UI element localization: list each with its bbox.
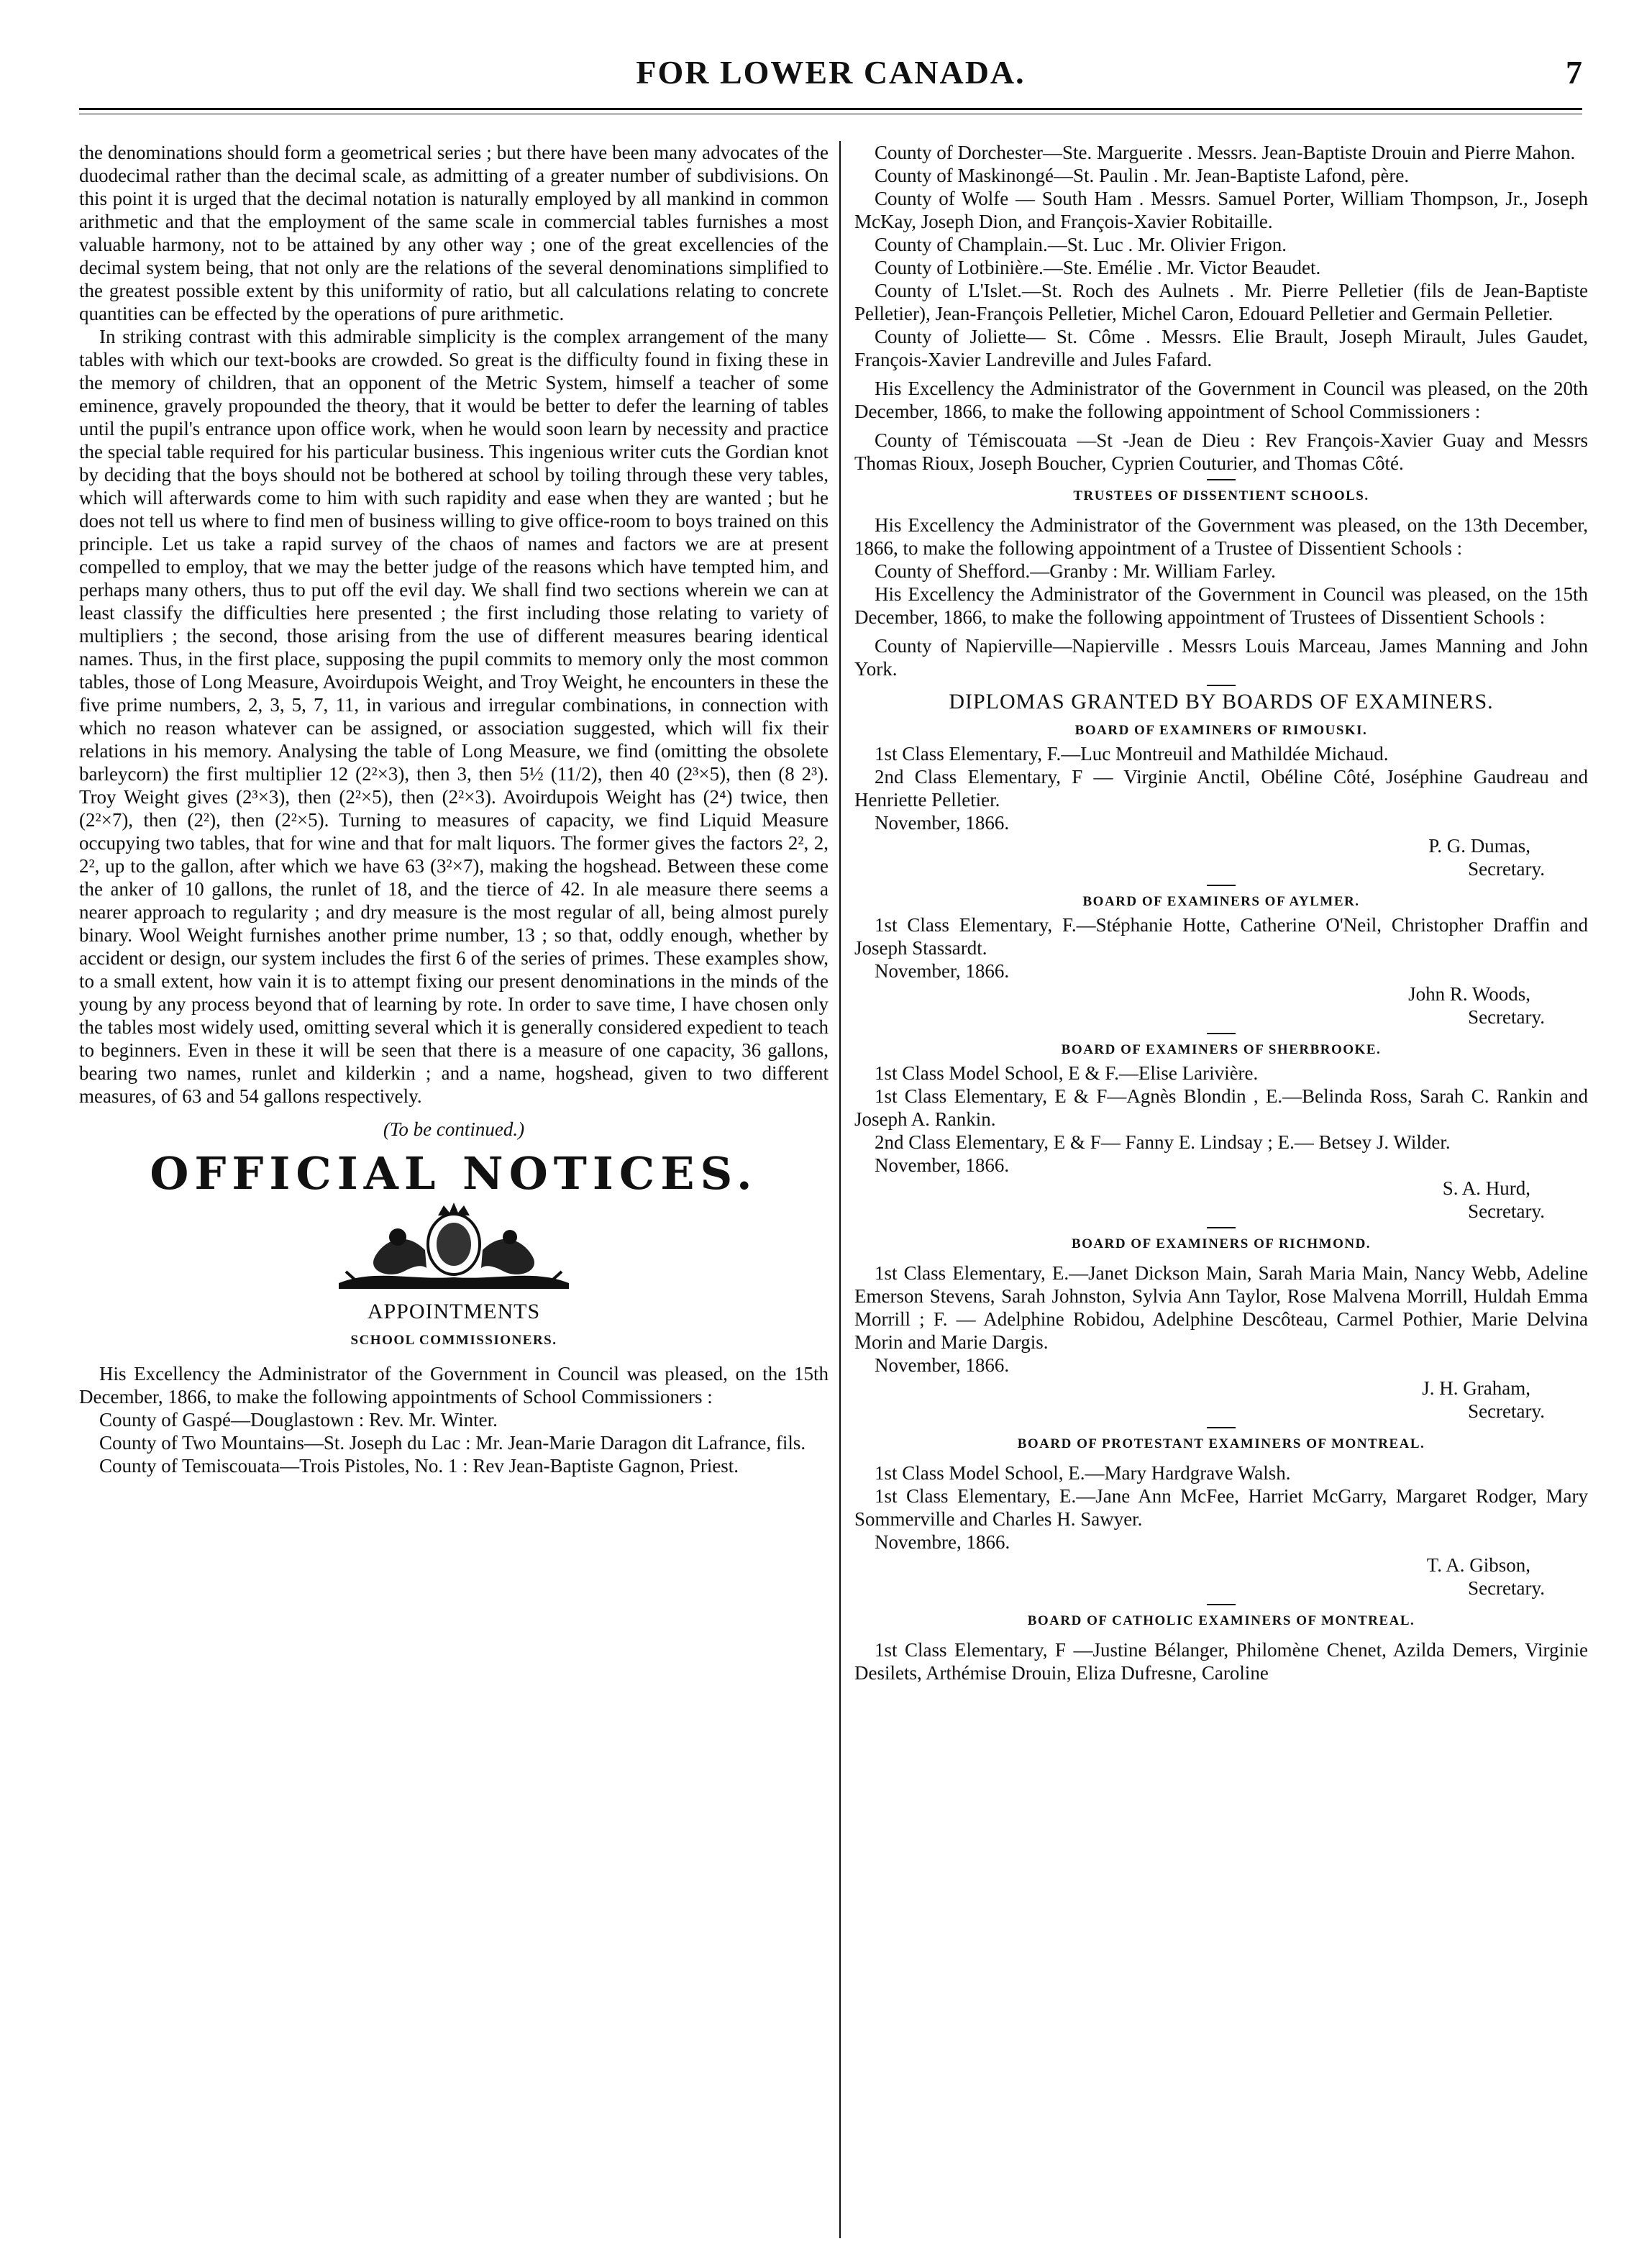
page-header bbox=[79, 53, 1582, 111]
appointment-entry: County of Dorchester—Ste. Marguerite . Messrs. Jean-Baptiste Drouin and Pierre Mahon. bbox=[875, 142, 1576, 163]
diploma-entry: 1st Class Elementary, F —Justine Bélanger, Philomène Chenet, Azilda Demers, Virginie Desilets, Arthémise Drouin, Eliza Dufresne, Caroline bbox=[854, 1639, 1588, 1684]
signatory-title: Secretary. bbox=[1468, 858, 1545, 880]
column-divider bbox=[839, 141, 841, 2238]
running-title: FOR LOWER CANADA. bbox=[636, 54, 1026, 91]
page-number: 7 bbox=[1566, 54, 1582, 91]
board-heading: BOARD OF EXAMINERS OF RICHMOND. bbox=[1071, 1236, 1372, 1251]
signatory: John R. Woods, bbox=[1408, 983, 1530, 1005]
diploma-date: November, 1866. bbox=[875, 1354, 1010, 1376]
diploma-entry: 1st Class Elementary, E.—Jane Ann McFee, Harriet McGarry, Margaret Rodger, Mary Sommerville and Charles H. Sawyer. bbox=[854, 1485, 1588, 1530]
diploma-entry: 2nd Class Elementary, F — Virginie Anctil, Obéline Côté, Joséphine Gaudreau and Henriette Pelletier. bbox=[854, 766, 1588, 811]
board-heading: BOARD OF EXAMINERS OF SHERBROOKE. bbox=[1061, 1042, 1382, 1057]
notice-paragraph: His Excellency the Administrator of the Government in Council was pleased, on the 15th December, 1866, to make the following appointments of School Commissioners : bbox=[79, 1363, 829, 1408]
continued-note: (To be continued.) bbox=[383, 1118, 525, 1140]
signatory-title: Secretary. bbox=[1468, 1006, 1545, 1028]
board-heading: BOARD OF CATHOLIC EXAMINERS OF MONTREAL. bbox=[1027, 1613, 1415, 1628]
official-notices-heading: OFFICIAL NOTICES. bbox=[150, 1147, 758, 1200]
school-commissioners-heading: SCHOOL COMMISSIONERS. bbox=[350, 1333, 557, 1348]
appointment-entry: County of Two Mountains—St. Joseph du Lac : Mr. Jean-Marie Daragon dit Lafrance, fils. bbox=[99, 1432, 806, 1454]
signatory: J. H. Graham, bbox=[1422, 1377, 1530, 1399]
diplomas-heading: DIPLOMAS GRANTED BY BOARDS OF EXAMINERS. bbox=[949, 690, 1494, 713]
board-heading: BOARD OF PROTESTANT EXAMINERS OF MONTREAL. bbox=[1017, 1436, 1425, 1451]
diploma-entry: 1st Class Elementary, F.—Luc Montreuil and Mathildée Michaud. bbox=[875, 743, 1389, 765]
appointment-entry: County of Champlain.—St. Luc . Mr. Olivier Frigon. bbox=[875, 234, 1287, 255]
appointment-entry: County of L'Islet.—St. Roch des Aulnets . Mr. Pierre Pelletier (fils de Jean-Baptiste Pelletier), Jean-François Pelletier, Michel Caron, Edouard Pelletier and Germain Pelletier. bbox=[854, 280, 1588, 324]
notice-paragraph: His Excellency the Administrator of the Government was pleased, on the 13th December, 1866, to make the following appointment of a Trustee of Dissentient Schools : bbox=[854, 514, 1588, 559]
right-column bbox=[854, 141, 1588, 2245]
appointment-entry: County of Wolfe — South Ham . Messrs. Samuel Porter, William Thompson, Jr., Joseph McKay, Joseph Dion, and François-Xavier Robitaille. bbox=[854, 188, 1588, 232]
signatory-title: Secretary. bbox=[1468, 1400, 1545, 1422]
signatory: P. G. Dumas, bbox=[1428, 835, 1530, 857]
diploma-date: November, 1866. bbox=[875, 812, 1010, 834]
left-column bbox=[79, 141, 829, 2245]
diploma-entry: 1st Class Model School, E & F.—Elise Larivière. bbox=[875, 1062, 1259, 1084]
signatory: S. A. Hurd, bbox=[1442, 1177, 1530, 1199]
diploma-entry: 1st Class Elementary, E & F—Agnès Blondin , E.—Belinda Ross, Sarah C. Rankin and Joseph A. Rankin. bbox=[854, 1085, 1588, 1130]
appointment-entry: County of Temiscouata—Trois Pistoles, No. 1 : Rev Jean-Baptiste Gagnon, Priest. bbox=[99, 1455, 739, 1477]
appointment-entry: County of Témiscouata —St -Jean de Dieu : Rev François-Xavier Guay and Messrs Thomas Rioux, Joseph Boucher, Cyprien Couturier, and Thomas Côté. bbox=[854, 429, 1588, 474]
diploma-date: November, 1866. bbox=[875, 1154, 1010, 1176]
board-heading: BOARD OF EXAMINERS OF RIMOUSKI. bbox=[1074, 723, 1368, 738]
board-heading: BOARD OF EXAMINERS OF AYLMER. bbox=[1082, 894, 1360, 909]
diploma-date: November, 1866. bbox=[875, 960, 1010, 982]
appointment-entry: County of Shefford.—Granby : Mr. William Farley. bbox=[875, 560, 1276, 582]
signatory-title: Secretary. bbox=[1468, 1200, 1545, 1222]
appointments-heading: APPOINTMENTS bbox=[367, 1300, 541, 1323]
appointment-entry: County of Gaspé—Douglastown : Rev. Mr. Winter. bbox=[99, 1409, 498, 1431]
trustees-heading: TRUSTEES OF DISSENTIENT SCHOOLS. bbox=[1073, 488, 1369, 503]
appointment-entry: County of Napierville—Napierville . Messrs Louis Marceau, James Manning and John York. bbox=[854, 635, 1588, 680]
header-rule bbox=[79, 108, 1582, 110]
diploma-entry: 2nd Class Elementary, E & F— Fanny E. Lindsay ; E.— Betsey J. Wilder. bbox=[875, 1131, 1451, 1153]
appointment-entry: County of Maskinongé—St. Paulin . Mr. Jean-Baptiste Lafond, père. bbox=[875, 165, 1410, 186]
diploma-entry: 1st Class Model School, E.—Mary Hardgrave Walsh. bbox=[875, 1462, 1291, 1484]
diploma-entry: 1st Class Elementary, E.—Janet Dickson Main, Sarah Maria Main, Nancy Webb, Adeline Emerson Stevens, Sarah Johnston, Sylvia Ann Taylor, Rose Malvena Morrill, Huldah Emma Morrill ; F. — Adelphine Robidou, Adelphine Descôteau, Carmel Pothier, Marie Delvina Morin and Marie Dargis. bbox=[854, 1262, 1588, 1353]
signatory-title: Secretary. bbox=[1468, 1577, 1545, 1599]
diploma-entry: 1st Class Elementary, F.—Stéphanie Hotte, Catherine O'Neil, Christopher Draffin and Joseph Stassardt. bbox=[854, 914, 1588, 959]
signatory: T. A. Gibson, bbox=[1426, 1554, 1530, 1576]
notice-paragraph: His Excellency the Administrator of the Government in Council was pleased, on the 20th December, 1866, to make the following appointment of School Commissioners : bbox=[854, 378, 1588, 422]
royal-arms-icon bbox=[317, 1200, 590, 1293]
appointment-entry: County of Joliette— St. Côme . Messrs. Elie Brault, Joseph Mirault, Jules Gaudet, François-Xavier Landreville and Jules Fafard. bbox=[854, 326, 1588, 370]
appointment-entry: County of Lotbinière.—Ste. Emélie . Mr. Victor Beaudet. bbox=[875, 257, 1321, 278]
notice-paragraph: His Excellency the Administrator of the Government in Council was pleased, on the 15th December, 1866, to make the following appointment of Trustees of Dissentient Schools : bbox=[854, 583, 1588, 628]
diploma-date: Novembre, 1866. bbox=[875, 1531, 1010, 1553]
article-paragraph: In striking contrast with this admirable simplicity is the complex arrangement of the many tables with which our text-books are crowded. So great is the difficulty found in fixing these in the memory of children, that an opponent of the Metric System, himself a teacher of some eminence, gravely propounded the theory, that it would be better to defer the learning of tables until the pupil's entrance upon office work, when he would soon learn by necessity and practice the special table required for his particular business. This ingenious writer cuts the Gordian knot by deciding that the boys should not be bothered at school by toiling through these very tables, which will afterwards come to him with such rapidity and ease when they are wanted ; but he does not tell us where to find men of business willing to give office-room to boys trained on this principle. Let us take a rapid survey of the chaos of names and factors we are at present compelled to employ, that we may the better judge of the reasons which have tempted him, and perhaps many others, thus to put off the evil day. We shall find two sections wherein we can at least classify the difficulties here presented ; the first including those relating to variety of multipliers ; the second, those arising from the use of different measures bearing identical names. Thus, in the first place, supposing the pupil commits to memory only the most common tables, those of Long Measure, Avoirdupois Weight, and Troy Weight, he encounters in these the five prime numbers, 2, 3, 5, 7, 11, in various and irregular combinations, in connection with which no reason whatever can be assigned, or association suggested, which will fix their relations in his memory. Analysing the table of Long Measure, we find (omitting the obsolete barleycorn) the first multiplier 12 (2²×3), then 3, then 5½ (11/2), then 40 (2³×5), then (8 2³). Troy Weight gives (2³×3), then (2²×5), then (2²×3). Avoirdupois Weight has (2⁴) twice, then (2²×7), then (2²), then (2²×5). Turning to measures of capacity, we find Liquid Measure occupying two tables, that for wine and that for malt liquors. The former gives the factors 2², 2, 2², up to the gallon, after which we have 63 (3²×7), making the hogshead. Between these come the anker of 10 gallons, the runlet of 18, and the tierce of 42. In ale measure there seems a nearer approach to regularity ; and dry measure is the most regular of all, being almost purely binary. Wool Weight furnishes another prime number, 13 ; so that, oddly enough, whether by accident or design, our system includes the first 6 of the series of primes. These examples show, to a small extent, how vain it is to attempt fixing our present denominations in the minds of the young by any process beyond that of learning by rote. In order to save time, I have chosen only the tables most widely used, omitting several which it is generally considered expedient to teach to beginners. Even in these it will be seen that there is a measure of one capacity, 36 gallons, bearing two names, runlet and kilderkin ; and a name, hogshead, given to two different measures, of 63 and 54 gallons respectively. bbox=[79, 326, 829, 1107]
article-paragraph: the denominations should form a geometrical series ; but there have been many advocates of the duodecimal rather than the decimal scale, as admitting of a greater number of subdivisions. On this point it is urged that the decimal notation is naturally employed by all mankind in common arithmetic and that the employment of the same scale in commercial tables furnishes a most valuable harmony, not to be attained by any other way ; one of the great excellencies of the decimal system being, that not only are the relations of the several denominations simplified to the greatest possible extent by this uniformity of ratio, but all calculations relating to concrete quantities can be effected by the operations of pure arithmetic. bbox=[79, 142, 829, 324]
